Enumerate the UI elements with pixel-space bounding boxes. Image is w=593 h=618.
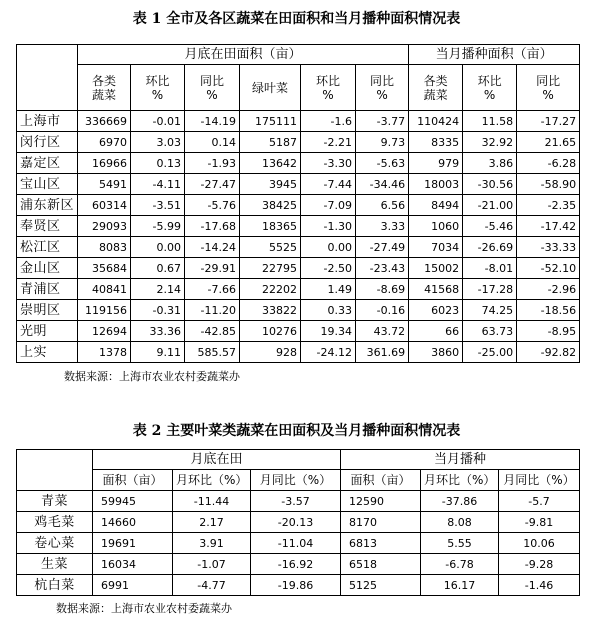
column-header-line1: 环比 [477, 73, 502, 88]
data-cell: -16.92 [251, 554, 341, 575]
data-cell: 7034 [409, 237, 463, 258]
row-label: 金山区 [17, 258, 78, 279]
data-cell: 18365 [240, 216, 301, 237]
data-cell: 6991 [93, 575, 173, 596]
data-cell: -7.44 [301, 174, 356, 195]
data-cell: 110424 [409, 111, 463, 132]
row-label: 鸡毛菜 [17, 512, 93, 533]
data-cell: -3.57 [251, 491, 341, 512]
column-header-line2: 蔬菜 [423, 87, 448, 102]
data-cell: -1.07 [173, 554, 251, 575]
data-cell: 66 [409, 321, 463, 342]
data-cell: -14.24 [185, 237, 240, 258]
data-cell: 40841 [78, 279, 131, 300]
data-cell: -17.68 [185, 216, 240, 237]
data-cell: 1.49 [301, 279, 356, 300]
data-cell: 22202 [240, 279, 301, 300]
data-cell: 3.91 [173, 533, 251, 554]
column-header-line2: % [483, 87, 496, 102]
row-label: 杭白菜 [17, 575, 93, 596]
data-cell: 928 [240, 342, 301, 363]
column-header-line1: 环比 [315, 73, 340, 88]
data-cell: -21.00 [463, 195, 517, 216]
data-cell: -8.95 [517, 321, 580, 342]
data-cell: 59945 [93, 491, 173, 512]
data-cell: -11.04 [251, 533, 341, 554]
table-row [17, 533, 580, 554]
column-header-line1: 各类 [423, 73, 448, 88]
table1-source-note: 数据来源：上海市农业农村委蔬菜办 [64, 370, 240, 383]
data-cell: 0.67 [131, 258, 185, 279]
data-cell: 19.34 [301, 321, 356, 342]
data-cell: 5125 [341, 575, 421, 596]
data-cell: 43.72 [356, 321, 409, 342]
data-cell: -37.86 [421, 491, 499, 512]
data-cell: -2.35 [517, 195, 580, 216]
table-row [17, 132, 580, 153]
data-cell: 0.14 [185, 132, 240, 153]
data-cell: -5.76 [185, 195, 240, 216]
column-header-line2: % [206, 87, 218, 102]
data-cell: -26.69 [463, 237, 517, 258]
table-row [17, 258, 580, 279]
table-row [17, 491, 580, 512]
data-cell: -27.47 [185, 174, 240, 195]
data-cell: 22795 [240, 258, 301, 279]
table-row [17, 342, 580, 363]
data-cell: -0.01 [131, 111, 185, 132]
data-cell: -52.10 [517, 258, 580, 279]
data-cell: -1.93 [185, 153, 240, 174]
data-cell: -23.43 [356, 258, 409, 279]
row-label: 光明 [17, 321, 78, 342]
data-cell: -0.31 [131, 300, 185, 321]
data-cell: 18003 [409, 174, 463, 195]
column-header: 面积（亩） [341, 470, 421, 491]
column-header: 月环比（%） [421, 470, 499, 491]
data-cell: 11.58 [463, 111, 517, 132]
data-cell: 585.57 [185, 342, 240, 363]
data-cell: -5.46 [463, 216, 517, 237]
data-cell: 5.55 [421, 533, 499, 554]
group-header-sown: 当月播种面积（亩） [409, 45, 580, 65]
column-header [301, 65, 356, 111]
data-cell: -1.46 [499, 575, 580, 596]
data-cell: -18.56 [517, 300, 580, 321]
data-cell: 21.65 [517, 132, 580, 153]
data-cell: -7.66 [185, 279, 240, 300]
corner-cell [17, 450, 93, 491]
data-cell: 14660 [93, 512, 173, 533]
row-label: 卷心菜 [17, 533, 93, 554]
row-label: 宝山区 [17, 174, 78, 195]
data-cell: -3.30 [301, 153, 356, 174]
data-cell: 8.08 [421, 512, 499, 533]
row-label: 浦东新区 [17, 195, 78, 216]
row-label: 松江区 [17, 237, 78, 258]
data-cell: -5.63 [356, 153, 409, 174]
data-cell: -5.99 [131, 216, 185, 237]
data-cell: 175111 [240, 111, 301, 132]
column-header [131, 65, 185, 111]
data-cell: -5.7 [499, 491, 580, 512]
leafy-vegetable-table-2 [16, 449, 580, 596]
column-header [409, 65, 463, 111]
column-header-line2: 蔬菜 [91, 87, 116, 102]
group-header-sown: 当月播种 [341, 450, 580, 470]
data-cell: -1.30 [301, 216, 356, 237]
row-label: 上实 [17, 342, 78, 363]
data-cell: -7.09 [301, 195, 356, 216]
data-cell: 13642 [240, 153, 301, 174]
data-cell: -25.00 [463, 342, 517, 363]
data-cell: 35684 [78, 258, 131, 279]
data-cell: -24.12 [301, 342, 356, 363]
data-cell: -0.16 [356, 300, 409, 321]
data-cell: -30.56 [463, 174, 517, 195]
row-label: 崇明区 [17, 300, 78, 321]
data-cell: 6.56 [356, 195, 409, 216]
data-cell: 16966 [78, 153, 131, 174]
data-cell: 9.73 [356, 132, 409, 153]
table-row [17, 111, 580, 132]
column-header-line2: % [376, 87, 388, 102]
data-cell: 41568 [409, 279, 463, 300]
column-header-line1: 同比 [199, 73, 224, 88]
data-cell: 60314 [78, 195, 131, 216]
data-cell: 119156 [78, 300, 131, 321]
data-cell: 979 [409, 153, 463, 174]
data-cell: 3860 [409, 342, 463, 363]
data-cell: -29.91 [185, 258, 240, 279]
data-cell: -2.21 [301, 132, 356, 153]
data-cell: 3.86 [463, 153, 517, 174]
data-cell: 74.25 [463, 300, 517, 321]
data-cell: -33.33 [517, 237, 580, 258]
data-cell: 6023 [409, 300, 463, 321]
data-cell: -3.51 [131, 195, 185, 216]
data-cell: 16034 [93, 554, 173, 575]
column-header [78, 65, 131, 111]
data-cell: 19691 [93, 533, 173, 554]
data-cell: 1378 [78, 342, 131, 363]
data-cell: 336669 [78, 111, 131, 132]
data-cell: -8.01 [463, 258, 517, 279]
data-cell: 0.33 [301, 300, 356, 321]
row-label: 青菜 [17, 491, 93, 512]
data-cell: -17.28 [463, 279, 517, 300]
column-header [517, 65, 580, 111]
data-cell: 38425 [240, 195, 301, 216]
group-header-in-field: 月底在田 [93, 450, 341, 470]
data-cell: 8083 [78, 237, 131, 258]
data-cell: 0.00 [131, 237, 185, 258]
data-cell: -19.86 [251, 575, 341, 596]
data-cell: 8494 [409, 195, 463, 216]
data-cell: 16.17 [421, 575, 499, 596]
column-header-line2: % [151, 87, 164, 102]
data-cell: -9.81 [499, 512, 580, 533]
data-cell: 3945 [240, 174, 301, 195]
data-cell: 5525 [240, 237, 301, 258]
column-header-line1: 同比 [536, 73, 561, 88]
data-cell: -4.77 [173, 575, 251, 596]
data-cell: 2.17 [173, 512, 251, 533]
table-row [17, 512, 580, 533]
data-cell: -17.27 [517, 111, 580, 132]
column-header: 月环比（%） [173, 470, 251, 491]
column-header: 月同比（%） [251, 470, 341, 491]
data-cell: -14.19 [185, 111, 240, 132]
data-cell: 10.06 [499, 533, 580, 554]
table1-title: 表 1 全市及各区蔬菜在田面积和当月播种面积情况表 [132, 11, 461, 27]
data-cell: -6.78 [421, 554, 499, 575]
corner-cell [17, 45, 78, 111]
data-cell: 6970 [78, 132, 131, 153]
data-cell: -42.85 [185, 321, 240, 342]
data-cell: 33822 [240, 300, 301, 321]
table-row [17, 575, 580, 596]
data-cell: 33.36 [131, 321, 185, 342]
table2-title: 表 2 主要叶菜类蔬菜在田面积及当月播种面积情况表 [132, 423, 461, 439]
table-row [17, 216, 580, 237]
data-cell: -2.96 [517, 279, 580, 300]
data-cell: 8170 [341, 512, 421, 533]
row-label: 嘉定区 [17, 153, 78, 174]
table-row [17, 153, 580, 174]
data-cell: -17.42 [517, 216, 580, 237]
data-cell: 32.92 [463, 132, 517, 153]
data-cell: -8.69 [356, 279, 409, 300]
data-cell: 29093 [78, 216, 131, 237]
table-row [17, 554, 580, 575]
column-header [463, 65, 517, 111]
column-header-line1: 环比 [145, 73, 170, 88]
group-header-in-field: 月底在田面积（亩） [78, 45, 409, 65]
data-cell: -9.28 [499, 554, 580, 575]
row-label: 闵行区 [17, 132, 78, 153]
column-header [356, 65, 409, 111]
data-cell: 9.11 [131, 342, 185, 363]
data-cell: 0.00 [301, 237, 356, 258]
data-cell: 12694 [78, 321, 131, 342]
table-row [17, 321, 580, 342]
table-row [17, 237, 580, 258]
data-cell: 6813 [341, 533, 421, 554]
data-cell: -11.44 [173, 491, 251, 512]
data-cell: 8335 [409, 132, 463, 153]
data-cell: 63.73 [463, 321, 517, 342]
column-header [240, 65, 301, 111]
table-row [17, 195, 580, 216]
column-header: 月同比（%） [499, 470, 580, 491]
table-row [17, 279, 580, 300]
data-cell: 6518 [341, 554, 421, 575]
data-cell: -1.6 [301, 111, 356, 132]
data-cell: -34.46 [356, 174, 409, 195]
column-header-line1: 绿叶菜 [251, 80, 288, 95]
data-cell: -58.90 [517, 174, 580, 195]
column-header-line1: 同比 [370, 73, 395, 88]
data-cell: 15002 [409, 258, 463, 279]
data-cell: 0.13 [131, 153, 185, 174]
column-header-line1: 各类 [91, 73, 116, 88]
data-cell: 2.14 [131, 279, 185, 300]
table-row [17, 174, 580, 195]
data-cell: -4.11 [131, 174, 185, 195]
data-cell: 3.33 [356, 216, 409, 237]
column-header [185, 65, 240, 111]
data-cell: 3.03 [131, 132, 185, 153]
row-label: 奉贤区 [17, 216, 78, 237]
data-cell: -11.20 [185, 300, 240, 321]
data-cell: 361.69 [356, 342, 409, 363]
data-cell: 1060 [409, 216, 463, 237]
data-cell: -6.28 [517, 153, 580, 174]
data-cell: -2.50 [301, 258, 356, 279]
data-cell: -20.13 [251, 512, 341, 533]
table2-source-note: 数据来源：上海市农业农村委蔬菜办 [56, 602, 232, 615]
column-header: 面积（亩） [93, 470, 173, 491]
column-header-line2: % [322, 87, 334, 102]
row-label: 青浦区 [17, 279, 78, 300]
row-label: 上海市 [17, 111, 78, 132]
vegetable-area-table-1 [16, 44, 580, 363]
data-cell: 12590 [341, 491, 421, 512]
table-row [17, 300, 580, 321]
data-cell: -27.49 [356, 237, 409, 258]
data-cell: 10276 [240, 321, 301, 342]
data-cell: -3.77 [356, 111, 409, 132]
data-cell: 5491 [78, 174, 131, 195]
column-header-line2: % [542, 87, 554, 102]
data-cell: -92.82 [517, 342, 580, 363]
row-label: 生菜 [17, 554, 93, 575]
data-cell: 5187 [240, 132, 301, 153]
